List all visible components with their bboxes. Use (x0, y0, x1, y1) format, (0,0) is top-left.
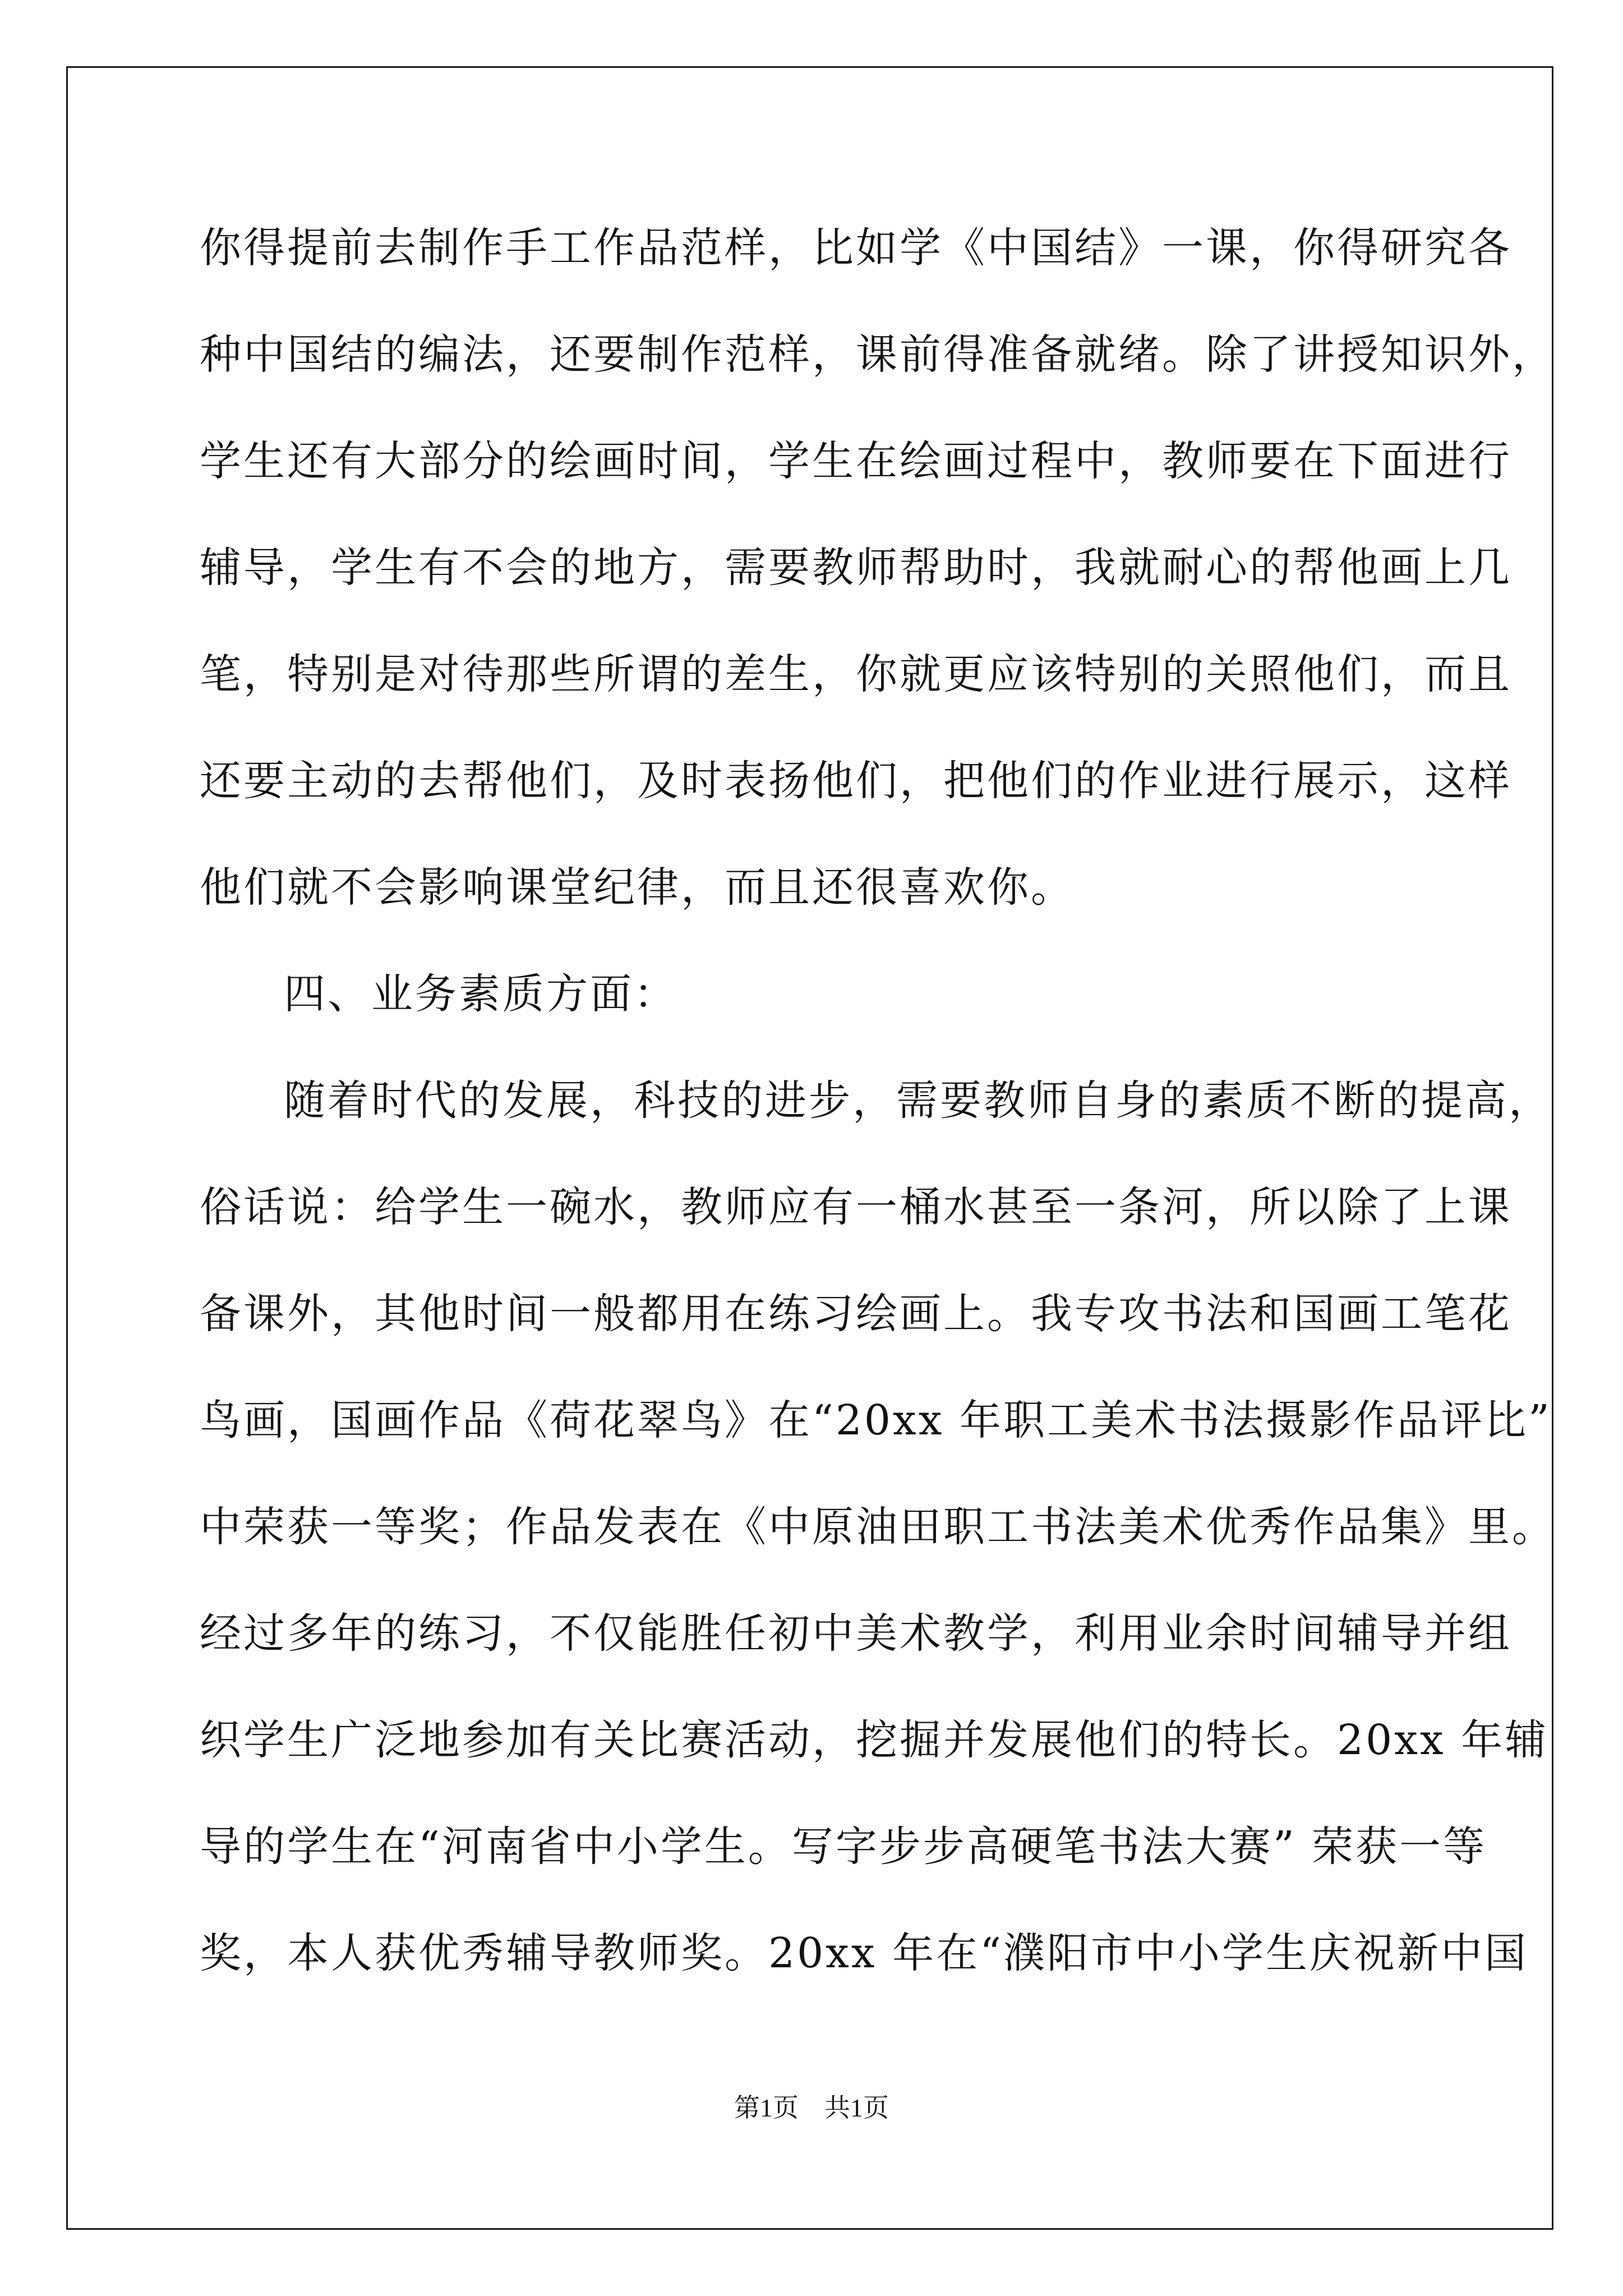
body-text-line-9: 随着时代的发展，科技的进步，需要教师自身的素质不断的提高， (284, 1076, 1552, 1125)
body-text-line-14: 经过多年的练习，不仅能胜任初中美术教学，利用业余时间辅导并组 (200, 1609, 1512, 1658)
body-text-line-17: 奖，本人获优秀辅导教师奖。20xx 年在“濮阳市中小学生庆祝新中国 (200, 1929, 1528, 1977)
page-number-footer: 第1页 共1页 (734, 2093, 889, 2122)
body-text-line-10: 俗话说：给学生一碗水，教师应有一桶水甚至一条河，所以除了上课 (200, 1183, 1512, 1231)
body-text-line-4: 辅导，学生有不会的地方，需要教师帮助时，我就耐心的帮他画上几 (200, 544, 1512, 592)
body-text-line-6: 还要主动的去帮他们，及时表扬他们，把他们的作业进行展示，这样 (200, 757, 1512, 805)
body-text-line-5: 笔，特别是对待那些所谓的差生，你就更应该特别的关照他们，而且 (200, 650, 1512, 698)
body-text-line-13: 中荣获一等奖；作品发表在《中原油田职工书法美术优秀作品集》里。 (200, 1503, 1556, 1551)
body-text-line-3: 学生还有大部分的绘画时间，学生在绘画过程中，教师要在下面进行 (200, 437, 1512, 485)
body-text-line-2: 种中国结的编法，还要制作范样，课前得准备就绪。除了讲授知识外， (200, 330, 1556, 379)
body-text-line-12: 鸟画，国画作品《荷花翠鸟》在“20xx 年职工美术书法摄影作品评比” (200, 1396, 1552, 1444)
body-text-line-7: 他们就不会影响课堂纪律，而且还很喜欢你。 (200, 863, 1075, 912)
body-text-line-1: 你得提前去制作手工作品范样，比如学《中国结》一课，你得研究各 (200, 224, 1512, 272)
body-text-line-16: 导的学生在“河南省中小学生。写字步步高硬笔书法大赛” 荣获一等 (200, 1823, 1487, 1871)
body-text-line-11: 备课外，其他时间一般都用在练习绘画上。我专攻书法和国画工笔花 (200, 1290, 1512, 1338)
page-border (66, 66, 1553, 2230)
body-text-line-15: 织学生广泛地参加有关比赛活动，挖掘并发展他们的特长。20xx 年辅 (200, 1716, 1549, 1764)
section-heading: 四、业务素质方面： (284, 970, 677, 1018)
